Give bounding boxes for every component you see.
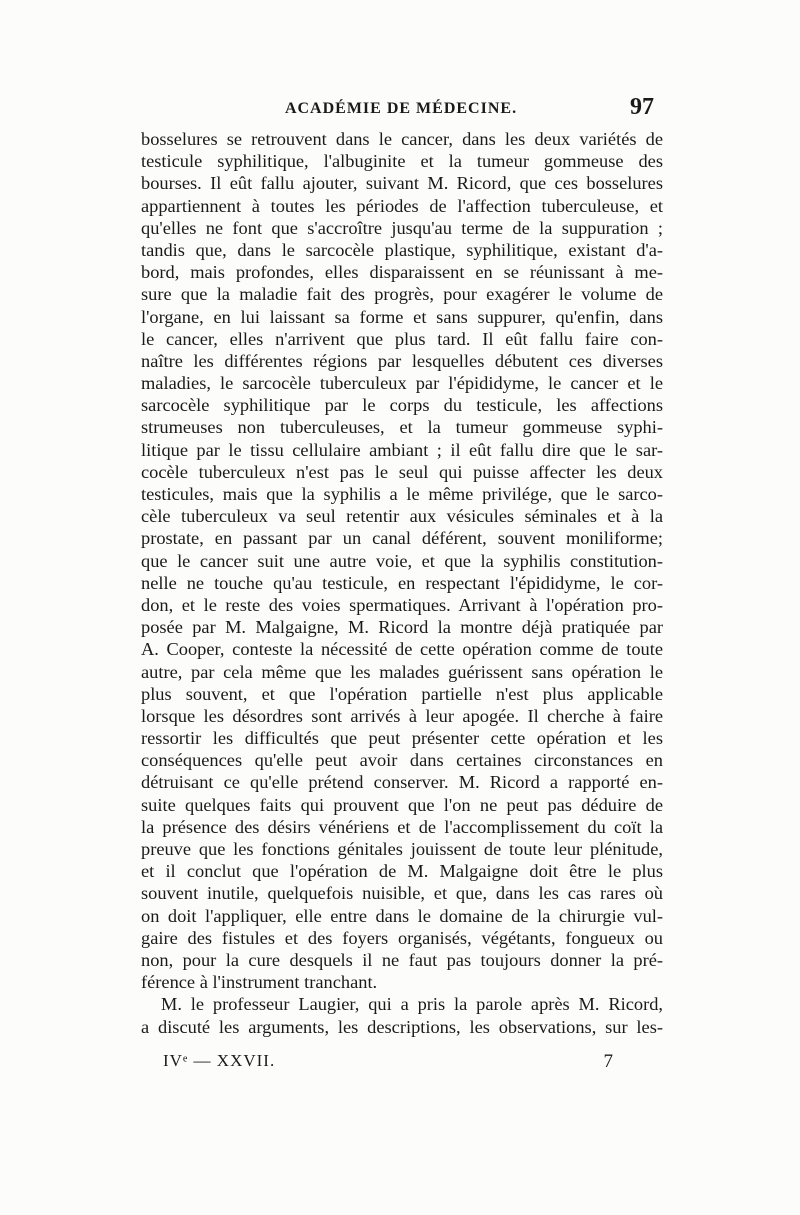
text-line: qu'elles ne font que s'accroître jusqu'au terme de la suppuration ;	[141, 217, 663, 238]
text-line: l'organe, en lui laissant sa forme et sans suppurer, qu'enfin, dans	[141, 306, 663, 327]
text-line: testicule syphilitique, l'albuginite et la tumeur gommeuse des	[141, 151, 663, 172]
text-line: naître les différentes régions par lesquelles débutent ces diverses	[141, 350, 663, 371]
text-line: le cancer, elles n'arrivent que plus tard. Il eût fallu faire con-	[141, 328, 663, 349]
text-line: bord, mais profondes, elles disparaissent en se réunissant à me-	[141, 262, 663, 283]
text-line: nelle ne touche qu'au testicule, en respectant l'épididyme, le cor-	[141, 572, 663, 593]
paragraph-start-line: M. le professeur Laugier, qui a pris la parole après M. Ricord,	[161, 994, 663, 1015]
text-line: bosselures se retrouvent dans le cancer, dans les deux variétés de	[141, 129, 663, 149]
text-line: non, pour la cure desquels il ne faut pas toujours donner la pré-	[141, 949, 663, 970]
running-head	[142, 96, 660, 122]
text-line: lorsque les désordres sont arrivés à leur apogée. Il cherche à faire	[141, 705, 663, 726]
page-footer	[163, 1051, 613, 1075]
page-number: 97	[630, 94, 654, 120]
text-line: litique par le tissu cellulaire ambiant ; il eût fallu dire que le sar-	[141, 439, 663, 460]
text-line: sure que la maladie fait des progrès, pour exagérer le volume de	[141, 284, 663, 305]
text-line: preuve que les fonctions génitales jouissent de toute leur plénitude,	[141, 839, 663, 859]
text-line: et il conclut que l'opération de M. Malgaigne doit être le plus	[141, 861, 663, 882]
text-line: suite quelques faits qui prouvent que l'on ne peut pas déduire de	[141, 794, 663, 815]
text-line: testicules, mais que la syphilis a le même privilége, que le sarco-	[141, 484, 663, 504]
text-line: plus souvent, et que l'opération partielle n'est plus applicable	[141, 683, 663, 704]
sheet-number: 7	[603, 1051, 613, 1072]
text-line: autre, par cela même que les malades guérissent sans opération le	[141, 661, 663, 682]
text-line: que le cancer suit une autre voie, et que la syphilis constitution-	[141, 550, 663, 571]
body-text	[141, 128, 663, 1038]
text-line: souvent inutile, quelquefois nuisible, et que, dans les cas rares où	[141, 883, 663, 904]
text-line: gaire des fistules et des foyers organisés, végétants, fongueux ou	[141, 927, 663, 948]
paragraph-end-line: férence à l'instrument tranchant.	[141, 972, 378, 993]
text-line: a discuté les arguments, les descriptions, les observations, sur les-	[141, 1016, 663, 1037]
text-line: prostate, en passant par un canal déférent, souvent moniliforme;	[141, 528, 663, 549]
text-line: A. Cooper, conteste la nécessité de cette opération comme de toute	[141, 639, 663, 660]
text-line: cocèle tuberculeux n'est pas le seul qui puisse affecter les deux	[141, 461, 663, 482]
signature-mark: IVᵉ — XXVII.	[163, 1051, 276, 1070]
text-line: conséquences qu'elle peut avoir dans certaines circonstances en	[141, 750, 663, 771]
text-line: ressortir les difficultés que peut présenter cette opération et les	[141, 728, 663, 749]
text-line: maladies, le sarcocèle tuberculeux par l'épididyme, le cancer et le	[141, 373, 663, 394]
text-line: posée par M. Malgaigne, M. Ricord la montre déjà pratiquée par	[141, 617, 663, 638]
text-line: cèle tuberculeux va seul retentir aux vésicules séminales et à la	[141, 506, 663, 527]
running-title: ACADÉMIE DE MÉDECINE.	[284, 100, 518, 117]
text-line: appartiennent à toutes les périodes de l'affection tuberculeuse, et	[141, 195, 663, 216]
text-line: don, et le reste des voies spermatiques. Arrivant à l'opération pro-	[141, 594, 663, 615]
text-line: strumeuses non tuberculeuses, et la tumeur gommeuse syphi-	[141, 417, 663, 438]
text-line: on doit l'appliquer, elle entre dans le domaine de la chirurgie vul-	[141, 905, 663, 926]
text-line: la présence des désirs vénériens et de l'accomplissement du coït la	[141, 816, 663, 837]
text-line: détruisant ce qu'elle prétend conserver. M. Ricord a rapporté en-	[141, 772, 663, 793]
text-line: sarcocèle syphilitique par le corps du testicule, les affections	[141, 395, 663, 416]
text-line: bourses. Il eût fallu ajouter, suivant M. Ricord, que ces bosselures	[141, 173, 663, 194]
text-line: tandis que, dans le sarcocèle plastique, syphilitique, existant d'a-	[141, 239, 663, 260]
